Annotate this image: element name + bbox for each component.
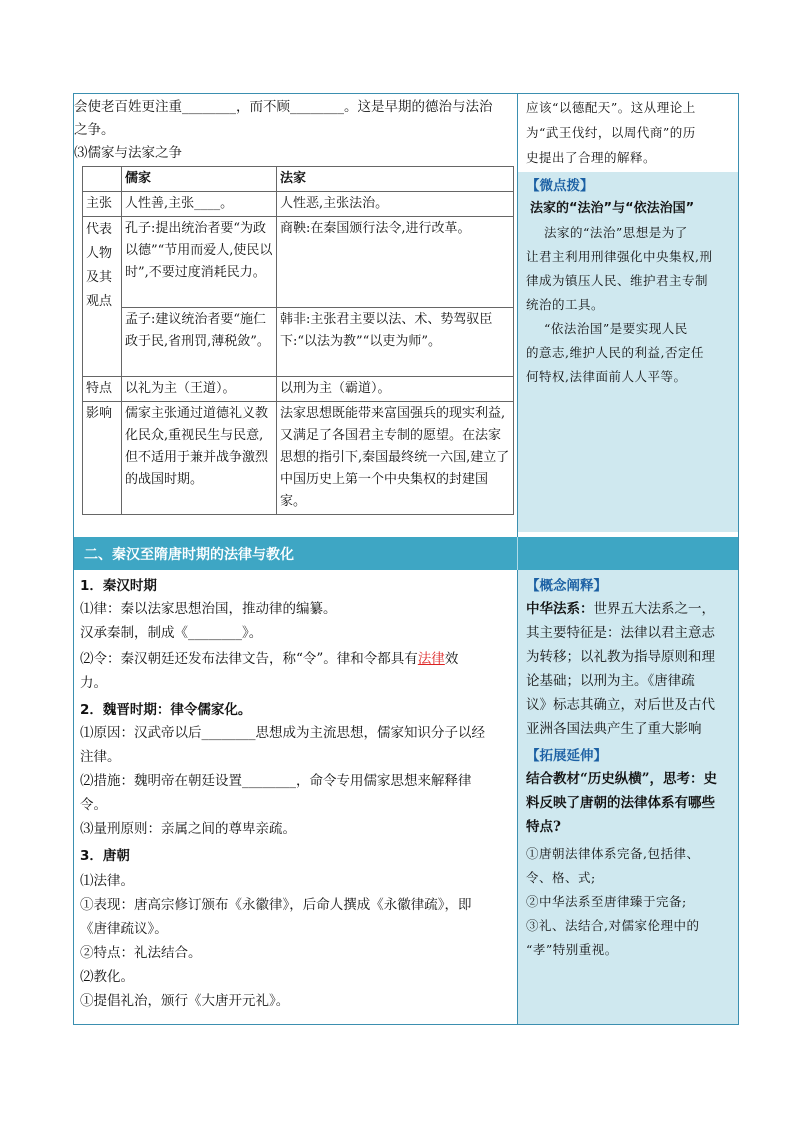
- question-line: 料反映了唐朝的法律体系有哪些: [526, 795, 715, 811]
- table-row: [83, 402, 514, 515]
- section-title: 二、秦汉至隋唐时期的法律与教化: [84, 547, 294, 563]
- text-line: 令。: [80, 797, 107, 813]
- text-line: ①表现：唐高宗修订颁布《永徽律》，后命人撰成《永徽律疏》，即: [80, 897, 472, 913]
- text-line: 会使老百姓更注重________，而不顾________。这是早期的德治与法治: [74, 99, 493, 115]
- text-line: ②特点：礼法结合。: [80, 945, 202, 961]
- side-text: 应该“以德配天”。这从理论上: [526, 100, 696, 115]
- table-cell: 儒家主张通过道德礼义教化民众,重视民生与民意,但不适用于兼并战争激烈的战国时期。: [122, 402, 277, 515]
- side-text: 何特权,法律面前人人平等。: [526, 369, 687, 384]
- text-line: 注律。: [80, 749, 121, 765]
- text-line: ⑶量刑原则：亲属之间的尊卑亲疏。: [80, 821, 296, 837]
- table-cell: 商鞅:在秦国颁行法令,进行改革。: [277, 217, 514, 308]
- table-row: [83, 192, 514, 217]
- text-line: ⑵措施：魏明帝在朝廷设置________，命令专用儒家思想来解释律: [80, 773, 472, 789]
- text-line: ⑵教化。: [80, 969, 134, 985]
- concept-line: [526, 598, 715, 621]
- table-cell: 韩非:主张君主要以法、术、势驾驭臣下:“以法为教”“以吏为师”。: [277, 308, 514, 377]
- extension-tag: 【拓展延伸】: [526, 748, 607, 764]
- text-span: ⑵令：秦汉朝廷还发布法律文告，称“令”。律和令都具有: [80, 651, 418, 667]
- side-text: “依法治国”是要实现人民: [544, 321, 688, 336]
- side-text: 让君主利用刑律强化中央集权,刑: [526, 249, 713, 264]
- table-row: [83, 217, 514, 308]
- text-span: 效: [444, 651, 459, 667]
- question-line: 结合教材“历史纵横”，思考：史: [526, 771, 718, 787]
- text-line: 其主要特征是：法律以君主意志: [526, 625, 715, 641]
- text-line: 力。: [80, 675, 107, 691]
- table-cell: 孟子:建议统治者要“施仁政于民,省刑罚,薄税敛”。: [122, 308, 277, 377]
- concept-tag: 【概念阐释】: [526, 578, 607, 594]
- text-line: 论基础；以刑为主。《唐律疏: [526, 673, 695, 689]
- text-line: 议》标志其确立，对后世及古代: [526, 697, 715, 713]
- text-line: 亚洲各国法典产生了重大影响: [526, 721, 702, 737]
- band-divider: [517, 537, 518, 570]
- side-text: 为“武王伐纣，以周代商”的历: [526, 125, 696, 140]
- table-row: [83, 377, 514, 402]
- subheading: 1．秦汉时期: [80, 578, 157, 594]
- tip-tag: 【微点拨】: [526, 178, 594, 194]
- table-header-row: [83, 167, 514, 192]
- subheading: 2．魏晋时期：律令儒家化。: [80, 702, 252, 718]
- table-header: 法家: [277, 167, 514, 192]
- side-text: 法家的“法治”思想是为了: [544, 225, 688, 240]
- text-span: 世界五大法系之一，: [593, 601, 715, 617]
- side-text: 统治的工具。: [526, 297, 605, 312]
- answer-line: ②中华法系至唐律臻于完备;: [526, 894, 687, 909]
- row-label: 影响: [83, 402, 122, 515]
- section-band: [74, 537, 738, 570]
- side-text: 史提出了合理的解释。: [526, 150, 657, 165]
- text-line: ⑴法律。: [80, 873, 134, 889]
- highlighted-term: 法律: [417, 651, 445, 667]
- row-label: 特点: [83, 377, 122, 402]
- answer-line: 令、格、式;: [526, 870, 596, 885]
- text-line: 汉承秦制，制成《________》。: [80, 625, 263, 641]
- page-frame: [73, 93, 739, 1025]
- answer-line: ①唐朝法律体系完备,包括律、: [526, 846, 700, 861]
- text-line: 《唐律疏议》。: [80, 921, 168, 937]
- text-line: 之争。: [74, 122, 115, 138]
- concept-term: 中华法系：: [526, 601, 594, 617]
- row-label: 主张: [83, 192, 122, 217]
- table-cell: 人性恶,主张法治。: [277, 192, 514, 217]
- table-cell: 法家思想既能带来富国强兵的现实利益,又满足了各国君主专制的愿望。在法家思想的指引下,秦国最终统一六国,建立了中国历史上第一个中央集权的封建国家。: [277, 402, 514, 515]
- side-text: 律成为镇压人民、维护君主专制: [526, 273, 709, 288]
- text-line: 为转移；以礼教为指导原则和理: [526, 649, 715, 665]
- comparison-table: [82, 166, 514, 515]
- table-row: [83, 308, 514, 377]
- table-cell: 人性善,主张____。: [122, 192, 277, 217]
- answer-line: “孝”特别重视。: [526, 942, 618, 957]
- table-cell: 以礼为主（王道）。: [122, 377, 277, 402]
- text-line: ⑴原因：汉武帝以后________思想成为主流思想，儒家知识分子以经: [80, 725, 485, 741]
- text-line: ①提倡礼治，颁行《大唐开元礼》。: [80, 993, 290, 1009]
- answer-line: ③礼、法结合,对儒家伦理中的: [526, 918, 700, 933]
- subheading: 3．唐朝: [80, 848, 130, 864]
- table-cell: 以刑为主（霸道）。: [277, 377, 514, 402]
- text-line: ⑴律：秦以法家思想治国，推动律的编纂。: [80, 601, 337, 617]
- text-line: [80, 648, 458, 671]
- table-header: 儒家: [122, 167, 277, 192]
- table-cell: 孔子:提出统治者要“为政以德”“节用而爱人,使民以时”,不要过度消耗民力。: [122, 217, 277, 308]
- table-header: [83, 167, 122, 192]
- side-text: 的意志,维护人民的利益,否定任: [526, 345, 704, 360]
- tip-title: 法家的“法治”与“依法治国”: [530, 201, 695, 216]
- question-line: 特点?: [526, 819, 561, 835]
- section-heading: ⑶儒家与法家之争: [74, 145, 182, 161]
- row-label: 代表人物及其观点: [83, 217, 122, 377]
